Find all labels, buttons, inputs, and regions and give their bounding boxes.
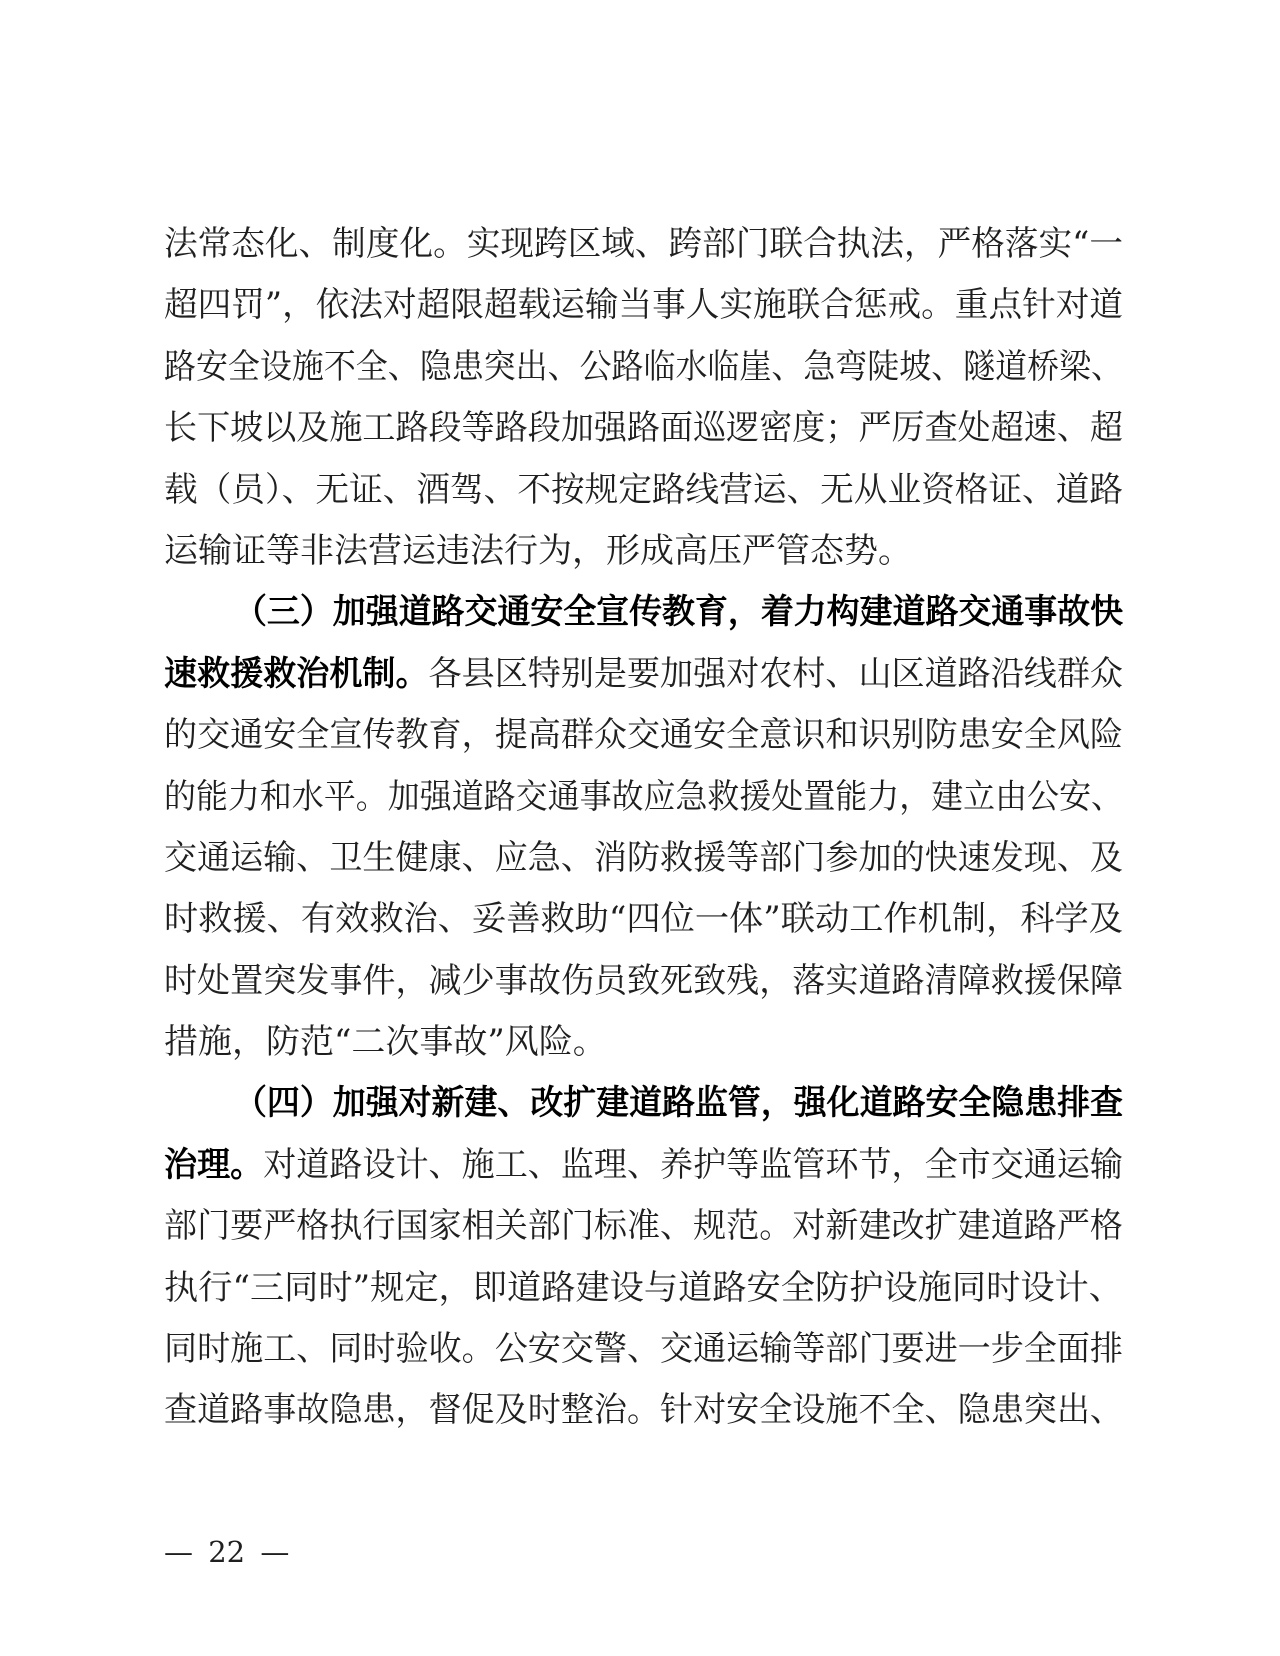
text-line [164, 337, 1123, 398]
text-line-content [164, 1258, 1123, 1319]
text-line [164, 889, 1123, 950]
document-body [164, 214, 1123, 1442]
text-segment: 路安全设施不全、隐患突出、公路临水临崖、急弯陡坡、隧道桥梁、 [164, 346, 1123, 387]
text-line-content [164, 889, 1123, 950]
text-segment: 的能力和水平。加强道路交通事故应急救援处置能力，建立由公安、 [164, 776, 1123, 817]
text-line [164, 1258, 1123, 1319]
text-line [164, 214, 1123, 275]
text-line-content [164, 214, 1123, 275]
bold-text-segment: （三）加强道路交通安全宣传教育，着力构建道路交通事故快 [234, 592, 1123, 633]
text-line [164, 521, 1123, 582]
text-line [164, 1319, 1123, 1380]
text-segment: 措施，防范“二次事故”风险。 [164, 1022, 607, 1063]
text-segment: 时处置突发事件，减少事故伤员致死致残，落实道路清障救援保障 [164, 960, 1123, 1001]
text-line [164, 1380, 1123, 1441]
text-segment: 查道路事故隐患，督促及时整治。针对安全设施不全、隐患突出、 [164, 1390, 1123, 1431]
text-segment: 对道路设计、施工、监理、养护等监管环节，全市交通运输 [263, 1144, 1123, 1185]
text-line-content [234, 582, 1123, 643]
text-segment: 法常态化、制度化。实现跨区域、跨部门联合执法，严格落实“一 [164, 224, 1123, 264]
text-line-content [164, 644, 1123, 705]
text-line-content [164, 337, 1123, 398]
text-segment: 长下坡以及施工路段等路段加强路面巡逻密度；严厉查处超速、超 [164, 408, 1123, 449]
text-line-content [164, 460, 1123, 521]
text-segment: 的交通安全宣传教育，提高群众交通安全意识和识别防患安全风险 [164, 715, 1123, 756]
text-line-content [164, 1196, 1123, 1257]
text-segment: 载（员）、无证、酒驾、不按规定路线营运、无从业资格证、道路 [164, 469, 1123, 510]
text-line [164, 398, 1123, 459]
text-line [164, 1012, 1123, 1073]
text-line-content [164, 705, 1123, 766]
text-segment: 执行“三同时”规定，即道路建设与道路安全防护设施同时设计、 [164, 1267, 1123, 1308]
text-line-content [164, 951, 1123, 1012]
text-segment: 时救援、有效救治、妥善救助“四位一体”联动工作机制，科学及 [164, 899, 1123, 940]
text-line-content [164, 767, 1123, 828]
page-number: — 22 — [164, 1535, 290, 1569]
text-line [164, 705, 1123, 766]
bold-text-segment: （四）加强对新建、改扩建道路监管，强化道路安全隐患排查 [234, 1083, 1123, 1124]
text-segment: 部门要严格执行国家相关部门标准、规范。对新建改扩建道路严格 [164, 1206, 1123, 1247]
text-line [164, 767, 1123, 828]
text-line-content [164, 1135, 1123, 1196]
text-line [164, 1073, 1123, 1134]
text-line [164, 460, 1123, 521]
text-line [164, 644, 1123, 705]
page-footer [164, 1534, 289, 1570]
text-line-content [234, 1073, 1123, 1134]
text-line-content [164, 828, 1123, 889]
text-segment: 各县区特别是要加强对农村、山区道路沿线群众 [428, 653, 1123, 694]
text-line-content [164, 1319, 1123, 1380]
text-line [164, 828, 1123, 889]
text-line-content [164, 398, 1123, 459]
text-segment: 交通运输、卫生健康、应急、消防救援等部门参加的快速发现、及 [164, 837, 1123, 878]
text-line-content [164, 521, 912, 582]
text-line [164, 1196, 1123, 1257]
text-line-content [164, 1380, 1123, 1441]
text-line [164, 1135, 1123, 1196]
text-line [164, 275, 1123, 336]
text-segment: 超四罚”，依法对超限超载运输当事人实施联合惩戒。重点针对道 [164, 285, 1123, 326]
bold-text-segment: 治理。 [164, 1144, 264, 1185]
text-segment: 同时施工、同时验收。公安交警、交通运输等部门要进一步全面排 [164, 1329, 1123, 1370]
text-line-content [164, 275, 1123, 336]
text-line [164, 951, 1123, 1012]
bold-text-segment: 速救援救治机制。 [164, 653, 429, 694]
text-line-content [164, 1012, 607, 1073]
text-segment: 运输证等非法营运违法行为，形成高压严管态势。 [164, 530, 912, 571]
text-line [164, 582, 1123, 643]
